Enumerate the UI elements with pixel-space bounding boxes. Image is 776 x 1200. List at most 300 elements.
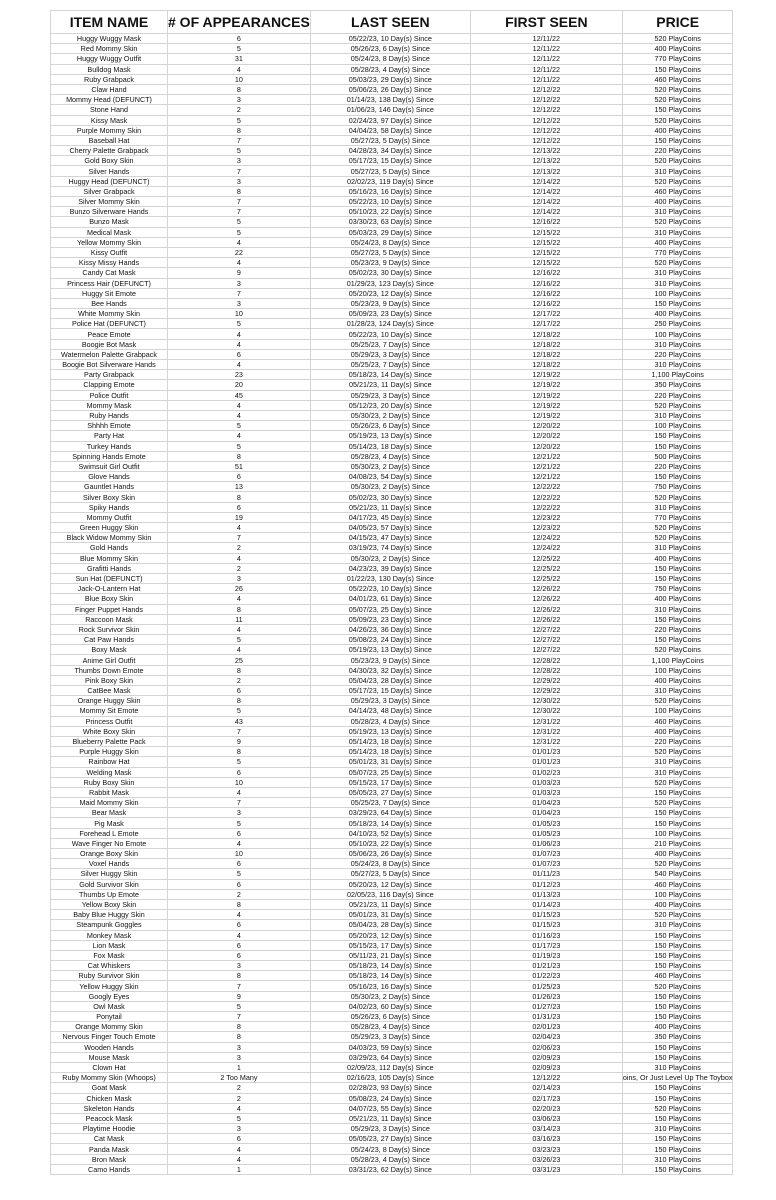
cell-item-name[interactable]: Maid Mommy Skin	[51, 798, 168, 808]
cell-first-seen[interactable]: 01/03/23	[470, 777, 622, 787]
cell-appearances[interactable]: 4	[168, 1154, 311, 1164]
cell-price[interactable]: 520 PlayCoins	[622, 523, 733, 533]
cell-last-seen[interactable]: 05/17/23, 15 Day(s) Since	[310, 156, 470, 166]
cell-first-seen[interactable]: 12/18/22	[470, 349, 622, 359]
cell-first-seen[interactable]: 12/31/22	[470, 736, 622, 746]
cell-price[interactable]: 150 PlayCoins	[622, 105, 733, 115]
cell-first-seen[interactable]: 12/17/22	[470, 319, 622, 329]
cell-item-name[interactable]: Thumbs Down Emote	[51, 665, 168, 675]
cell-appearances[interactable]: 10	[168, 777, 311, 787]
cell-appearances[interactable]: 8	[168, 451, 311, 461]
cell-price[interactable]: 220 PlayCoins	[622, 736, 733, 746]
cell-appearances[interactable]: 11	[168, 614, 311, 624]
cell-item-name[interactable]: Spinning Hands Emote	[51, 451, 168, 461]
cell-first-seen[interactable]: 12/21/22	[470, 461, 622, 471]
cell-appearances[interactable]: 7	[168, 166, 311, 176]
cell-item-name[interactable]: Boogie Bot Mask	[51, 339, 168, 349]
cell-first-seen[interactable]: 12/13/22	[470, 146, 622, 156]
cell-first-seen[interactable]: 01/04/23	[470, 798, 622, 808]
cell-item-name[interactable]: Bunzo Mask	[51, 217, 168, 227]
cell-first-seen[interactable]: 12/11/22	[470, 74, 622, 84]
cell-price[interactable]: 150 PlayCoins	[622, 787, 733, 797]
cell-first-seen[interactable]: 12/22/22	[470, 492, 622, 502]
cell-last-seen[interactable]: 05/06/23, 26 Day(s) Since	[310, 849, 470, 859]
cell-appearances[interactable]: 5	[168, 635, 311, 645]
cell-last-seen[interactable]: 05/09/23, 23 Day(s) Since	[310, 309, 470, 319]
cell-appearances[interactable]: 4	[168, 64, 311, 74]
cell-last-seen[interactable]: 04/17/23, 45 Day(s) Since	[310, 512, 470, 522]
cell-last-seen[interactable]: 03/29/23, 64 Day(s) Since	[310, 1052, 470, 1062]
cell-appearances[interactable]: 8	[168, 186, 311, 196]
cell-last-seen[interactable]: 04/01/23, 61 Day(s) Since	[310, 594, 470, 604]
cell-appearances[interactable]: 6	[168, 686, 311, 696]
cell-appearances[interactable]: 8	[168, 747, 311, 757]
cell-price[interactable]: 310 PlayCoins	[622, 268, 733, 278]
cell-item-name[interactable]: Rock Survivor Skin	[51, 624, 168, 634]
cell-appearances[interactable]: 9	[168, 736, 311, 746]
cell-first-seen[interactable]: 12/16/22	[470, 278, 622, 288]
cell-appearances[interactable]: 3	[168, 156, 311, 166]
cell-last-seen[interactable]: 05/18/23, 14 Day(s) Since	[310, 961, 470, 971]
cell-appearances[interactable]: 2 Too Many	[168, 1073, 311, 1083]
cell-last-seen[interactable]: 05/05/23, 27 Day(s) Since	[310, 787, 470, 797]
cell-item-name[interactable]: Lion Mask	[51, 940, 168, 950]
cell-first-seen[interactable]: 12/20/22	[470, 421, 622, 431]
cell-item-name[interactable]: Cat Whiskers	[51, 961, 168, 971]
cell-price[interactable]: 150 PlayCoins	[622, 635, 733, 645]
cell-item-name[interactable]: Red Mommy Skin	[51, 44, 168, 54]
cell-first-seen[interactable]: 12/19/22	[470, 380, 622, 390]
cell-appearances[interactable]: 3	[168, 573, 311, 583]
cell-appearances[interactable]: 25	[168, 655, 311, 665]
cell-appearances[interactable]: 3	[168, 808, 311, 818]
cell-item-name[interactable]: Stone Hand	[51, 105, 168, 115]
cell-item-name[interactable]: Yellow Huggy Skin	[51, 981, 168, 991]
cell-item-name[interactable]: Ruby Survivor Skin	[51, 971, 168, 981]
cell-price[interactable]: 100 PlayCoins	[622, 828, 733, 838]
cell-last-seen[interactable]: 02/09/23, 112 Day(s) Since	[310, 1062, 470, 1072]
cell-price[interactable]: 220 PlayCoins	[622, 349, 733, 359]
cell-item-name[interactable]: Blue Boxy Skin	[51, 594, 168, 604]
cell-last-seen[interactable]: 05/16/23, 16 Day(s) Since	[310, 981, 470, 991]
cell-item-name[interactable]: Gauntlet Hands	[51, 482, 168, 492]
cell-first-seen[interactable]: 12/12/22	[470, 1073, 622, 1083]
cell-price[interactable]: 150 PlayCoins	[622, 950, 733, 960]
cell-price[interactable]: 150 PlayCoins	[622, 818, 733, 828]
cell-price[interactable]: 770 PlayCoins	[622, 247, 733, 257]
cell-last-seen[interactable]: 03/29/23, 64 Day(s) Since	[310, 808, 470, 818]
cell-last-seen[interactable]: 05/29/23, 3 Day(s) Since	[310, 696, 470, 706]
cell-item-name[interactable]: Forehead L Emote	[51, 828, 168, 838]
cell-price[interactable]: 400 PlayCoins	[622, 899, 733, 909]
cell-first-seen[interactable]: 12/15/22	[470, 237, 622, 247]
cell-price[interactable]: 520 PlayCoins	[622, 176, 733, 186]
cell-item-name[interactable]: Ruby Boxy Skin	[51, 777, 168, 787]
cell-price[interactable]: 310 PlayCoins	[622, 604, 733, 614]
cell-item-name[interactable]: Grafitti Hands	[51, 563, 168, 573]
cell-appearances[interactable]: 43	[168, 716, 311, 726]
cell-last-seen[interactable]: 02/02/23, 119 Day(s) Since	[310, 176, 470, 186]
cell-appearances[interactable]: 6	[168, 1134, 311, 1144]
cell-appearances[interactable]: 5	[168, 869, 311, 879]
cell-first-seen[interactable]: 12/19/22	[470, 410, 622, 420]
cell-price[interactable]: 100 PlayCoins	[622, 665, 733, 675]
cell-item-name[interactable]: Steampunk Goggles	[51, 920, 168, 930]
cell-first-seen[interactable]: 12/16/22	[470, 268, 622, 278]
cell-first-seen[interactable]: 01/17/23	[470, 940, 622, 950]
cell-item-name[interactable]: Playtime Hoodie	[51, 1124, 168, 1134]
cell-last-seen[interactable]: 05/10/23, 22 Day(s) Since	[310, 838, 470, 848]
cell-last-seen[interactable]: 05/30/23, 2 Day(s) Since	[310, 553, 470, 563]
cell-appearances[interactable]: 2	[168, 543, 311, 553]
cell-appearances[interactable]: 8	[168, 1032, 311, 1042]
cell-last-seen[interactable]: 05/06/23, 26 Day(s) Since	[310, 84, 470, 94]
cell-last-seen[interactable]: 05/20/23, 12 Day(s) Since	[310, 930, 470, 940]
cell-price[interactable]: 150 PlayCoins	[622, 940, 733, 950]
cell-item-name[interactable]: CatBee Mask	[51, 686, 168, 696]
cell-price[interactable]: 770 PlayCoins	[622, 512, 733, 522]
cell-appearances[interactable]: 31	[168, 54, 311, 64]
cell-price[interactable]: 520 PlayCoins	[622, 156, 733, 166]
cell-last-seen[interactable]: 02/05/23, 116 Day(s) Since	[310, 889, 470, 899]
cell-appearances[interactable]: 13	[168, 482, 311, 492]
cell-first-seen[interactable]: 12/26/22	[470, 604, 622, 614]
cell-last-seen[interactable]: 05/05/23, 27 Day(s) Since	[310, 1134, 470, 1144]
cell-item-name[interactable]: Huggy Wuggy Outfit	[51, 54, 168, 64]
cell-item-name[interactable]: Bunzo Silverware Hands	[51, 207, 168, 217]
cell-first-seen[interactable]: 12/15/22	[470, 247, 622, 257]
cell-price[interactable]: 310 PlayCoins	[622, 1062, 733, 1072]
cell-appearances[interactable]: 4	[168, 523, 311, 533]
cell-first-seen[interactable]: 12/11/22	[470, 64, 622, 74]
cell-item-name[interactable]: Jack-O-Lantern Hat	[51, 584, 168, 594]
cell-price[interactable]: 540 PlayCoins	[622, 869, 733, 879]
cell-price[interactable]: 400 PlayCoins	[622, 849, 733, 859]
cell-first-seen[interactable]: 12/25/22	[470, 553, 622, 563]
header-appearances[interactable]: # OF APPEARANCES	[168, 11, 311, 34]
cell-price[interactable]: 520 PlayCoins	[622, 492, 733, 502]
cell-first-seen[interactable]: 01/05/23	[470, 828, 622, 838]
cell-last-seen[interactable]: 04/04/23, 58 Day(s) Since	[310, 125, 470, 135]
cell-item-name[interactable]: Huggy Head (DEFUNCT)	[51, 176, 168, 186]
cell-appearances[interactable]: 5	[168, 1113, 311, 1123]
cell-first-seen[interactable]: 12/13/22	[470, 156, 622, 166]
cell-item-name[interactable]: Police Outfit	[51, 390, 168, 400]
cell-price[interactable]: 520 PlayCoins	[622, 747, 733, 757]
cell-item-name[interactable]: Chicken Mask	[51, 1093, 168, 1103]
cell-appearances[interactable]: 7	[168, 981, 311, 991]
cell-price[interactable]: 310 PlayCoins	[622, 166, 733, 176]
cell-appearances[interactable]: 10	[168, 849, 311, 859]
cell-appearances[interactable]: 9	[168, 991, 311, 1001]
cell-last-seen[interactable]: 01/14/23, 138 Day(s) Since	[310, 95, 470, 105]
cell-first-seen[interactable]: 12/11/22	[470, 34, 622, 44]
cell-appearances[interactable]: 4	[168, 624, 311, 634]
cell-last-seen[interactable]: 05/07/23, 25 Day(s) Since	[310, 604, 470, 614]
cell-price[interactable]: 310 PlayCoins	[622, 920, 733, 930]
cell-last-seen[interactable]: 05/08/23, 24 Day(s) Since	[310, 1093, 470, 1103]
cell-appearances[interactable]: 6	[168, 767, 311, 777]
cell-item-name[interactable]: Party Grabpack	[51, 370, 168, 380]
cell-appearances[interactable]: 7	[168, 288, 311, 298]
cell-first-seen[interactable]: 12/21/22	[470, 472, 622, 482]
cell-appearances[interactable]: 6	[168, 828, 311, 838]
cell-appearances[interactable]: 5	[168, 441, 311, 451]
cell-last-seen[interactable]: 05/29/23, 3 Day(s) Since	[310, 1032, 470, 1042]
cell-appearances[interactable]: 6	[168, 950, 311, 960]
cell-price[interactable]: 770 PlayCoins	[622, 54, 733, 64]
cell-price[interactable]: 520 PlayCoins	[622, 400, 733, 410]
cell-item-name[interactable]: Mommy Sit Emote	[51, 706, 168, 716]
header-first-seen[interactable]: FIRST SEEN	[470, 11, 622, 34]
cell-first-seen[interactable]: 12/29/22	[470, 686, 622, 696]
cell-first-seen[interactable]: 12/12/22	[470, 105, 622, 115]
cell-last-seen[interactable]: 05/19/23, 13 Day(s) Since	[310, 645, 470, 655]
cell-first-seen[interactable]: 12/23/22	[470, 523, 622, 533]
cell-last-seen[interactable]: 05/23/23, 9 Day(s) Since	[310, 655, 470, 665]
cell-first-seen[interactable]: 12/12/22	[470, 95, 622, 105]
cell-last-seen[interactable]: 05/25/23, 7 Day(s) Since	[310, 360, 470, 370]
cell-last-seen[interactable]: 05/21/23, 11 Day(s) Since	[310, 380, 470, 390]
cell-last-seen[interactable]: 05/30/23, 2 Day(s) Since	[310, 461, 470, 471]
cell-price[interactable]: 400 PlayCoins	[622, 675, 733, 685]
cell-appearances[interactable]: 3	[168, 1124, 311, 1134]
cell-first-seen[interactable]: 12/26/22	[470, 584, 622, 594]
cell-item-name[interactable]: Silver Hands	[51, 166, 168, 176]
cell-last-seen[interactable]: 05/26/23, 6 Day(s) Since	[310, 44, 470, 54]
cell-first-seen[interactable]: 01/03/23	[470, 787, 622, 797]
cell-appearances[interactable]: 7	[168, 207, 311, 217]
cell-item-name[interactable]: Party Hat	[51, 431, 168, 441]
cell-last-seen[interactable]: 05/01/23, 31 Day(s) Since	[310, 757, 470, 767]
cell-price[interactable]: 310 PlayCoins	[622, 543, 733, 553]
cell-item-name[interactable]: Bee Hands	[51, 298, 168, 308]
header-price[interactable]: PRICE	[622, 11, 733, 34]
cell-appearances[interactable]: 2	[168, 105, 311, 115]
cell-first-seen[interactable]: 02/09/23	[470, 1062, 622, 1072]
cell-appearances[interactable]: 5	[168, 146, 311, 156]
cell-appearances[interactable]: 5	[168, 319, 311, 329]
cell-first-seen[interactable]: 12/19/22	[470, 390, 622, 400]
cell-appearances[interactable]: 5	[168, 421, 311, 431]
cell-appearances[interactable]: 4	[168, 258, 311, 268]
cell-last-seen[interactable]: 04/03/23, 59 Day(s) Since	[310, 1042, 470, 1052]
cell-last-seen[interactable]: 04/07/23, 55 Day(s) Since	[310, 1103, 470, 1113]
cell-item-name[interactable]: Watermelon Palette Grabpack	[51, 349, 168, 359]
cell-price[interactable]: 460 PlayCoins	[622, 879, 733, 889]
cell-item-name[interactable]: Silver Grabpack	[51, 186, 168, 196]
cell-last-seen[interactable]: 02/24/23, 97 Day(s) Since	[310, 115, 470, 125]
cell-price[interactable]: 520 PlayCoins	[622, 84, 733, 94]
cell-last-seen[interactable]: 04/26/23, 36 Day(s) Since	[310, 624, 470, 634]
cell-first-seen[interactable]: 12/14/22	[470, 186, 622, 196]
cell-item-name[interactable]: Claw Hand	[51, 84, 168, 94]
cell-price[interactable]: 150 PlayCoins	[622, 1042, 733, 1052]
cell-last-seen[interactable]: 05/15/23, 17 Day(s) Since	[310, 777, 470, 787]
cell-appearances[interactable]: 8	[168, 696, 311, 706]
cell-item-name[interactable]: Wave Finger No Emote	[51, 838, 168, 848]
cell-item-name[interactable]: Blueberry Palette Pack	[51, 736, 168, 746]
cell-price[interactable]: 150 PlayCoins	[622, 1113, 733, 1123]
cell-last-seen[interactable]: 05/19/23, 13 Day(s) Since	[310, 431, 470, 441]
cell-appearances[interactable]: 19	[168, 512, 311, 522]
cell-item-name[interactable]: Medical Mask	[51, 227, 168, 237]
cell-first-seen[interactable]: 03/16/23	[470, 1134, 622, 1144]
cell-appearances[interactable]: 9	[168, 268, 311, 278]
cell-last-seen[interactable]: 05/27/23, 5 Day(s) Since	[310, 135, 470, 145]
cell-first-seen[interactable]: 12/27/22	[470, 624, 622, 634]
cell-item-name[interactable]: Gold Survivor Skin	[51, 879, 168, 889]
cell-item-name[interactable]: Cat Mask	[51, 1134, 168, 1144]
cell-first-seen[interactable]: 12/12/22	[470, 115, 622, 125]
cell-price[interactable]: 750 PlayCoins	[622, 584, 733, 594]
cell-last-seen[interactable]: 05/29/23, 3 Day(s) Since	[310, 349, 470, 359]
cell-item-name[interactable]: Candy Cat Mask	[51, 268, 168, 278]
cell-first-seen[interactable]: 12/23/22	[470, 512, 622, 522]
cell-last-seen[interactable]: 05/08/23, 24 Day(s) Since	[310, 635, 470, 645]
cell-item-name[interactable]: Panda Mask	[51, 1144, 168, 1154]
cell-price[interactable]: 310 PlayCoins	[622, 339, 733, 349]
cell-first-seen[interactable]: 12/28/22	[470, 665, 622, 675]
cell-appearances[interactable]: 7	[168, 135, 311, 145]
cell-appearances[interactable]: 5	[168, 44, 311, 54]
cell-appearances[interactable]: 51	[168, 461, 311, 471]
cell-appearances[interactable]: 4	[168, 329, 311, 339]
cell-first-seen[interactable]: 12/26/22	[470, 614, 622, 624]
cell-last-seen[interactable]: 05/01/23, 31 Day(s) Since	[310, 910, 470, 920]
cell-price[interactable]: 150 PlayCoins	[622, 135, 733, 145]
cell-first-seen[interactable]: 01/22/23	[470, 971, 622, 981]
cell-appearances[interactable]: 4	[168, 838, 311, 848]
cell-price[interactable]: 150 PlayCoins	[622, 298, 733, 308]
cell-price[interactable]: 520 PlayCoins	[622, 217, 733, 227]
cell-item-name[interactable]: Huggy Sit Emote	[51, 288, 168, 298]
cell-first-seen[interactable]: 01/25/23	[470, 981, 622, 991]
cell-last-seen[interactable]: 04/30/23, 32 Day(s) Since	[310, 665, 470, 675]
cell-price[interactable]: 460 PlayCoins	[622, 716, 733, 726]
cell-appearances[interactable]: 6	[168, 349, 311, 359]
cell-first-seen[interactable]: 01/11/23	[470, 869, 622, 879]
cell-price[interactable]: 500 PlayCoins	[622, 451, 733, 461]
cell-appearances[interactable]: 4	[168, 431, 311, 441]
cell-item-name[interactable]: Black Widow Mommy Skin	[51, 533, 168, 543]
cell-price[interactable]: 150 PlayCoins	[622, 431, 733, 441]
cell-item-name[interactable]: Kissy Outfit	[51, 247, 168, 257]
cell-last-seen[interactable]: 04/28/23, 34 Day(s) Since	[310, 146, 470, 156]
cell-appearances[interactable]: 4	[168, 645, 311, 655]
cell-appearances[interactable]: 7	[168, 533, 311, 543]
cell-item-name[interactable]: Ponytail	[51, 1012, 168, 1022]
cell-price[interactable]: 520 PlayCoins	[622, 1103, 733, 1113]
cell-item-name[interactable]: Baby Blue Huggy Skin	[51, 910, 168, 920]
cell-item-name[interactable]: Nervous Finger Touch Emote	[51, 1032, 168, 1042]
cell-appearances[interactable]: 5	[168, 818, 311, 828]
cell-last-seen[interactable]: 05/30/23, 2 Day(s) Since	[310, 482, 470, 492]
cell-appearances[interactable]: 3	[168, 1052, 311, 1062]
cell-appearances[interactable]: 4	[168, 1103, 311, 1113]
cell-appearances[interactable]: 6	[168, 879, 311, 889]
cell-item-name[interactable]: Kissy Missy Hands	[51, 258, 168, 268]
cell-first-seen[interactable]: 01/02/23	[470, 767, 622, 777]
cell-appearances[interactable]: 5	[168, 227, 311, 237]
cell-last-seen[interactable]: 05/11/23, 21 Day(s) Since	[310, 950, 470, 960]
cell-first-seen[interactable]: 12/20/22	[470, 431, 622, 441]
cell-price[interactable]: 310 PlayCoins	[622, 207, 733, 217]
cell-first-seen[interactable]: 02/04/23	[470, 1032, 622, 1042]
cell-item-name[interactable]: Purple Huggy Skin	[51, 747, 168, 757]
cell-first-seen[interactable]: 12/13/22	[470, 166, 622, 176]
cell-item-name[interactable]: Boogie Bot Silverware Hands	[51, 360, 168, 370]
cell-last-seen[interactable]: 05/10/23, 22 Day(s) Since	[310, 207, 470, 217]
cell-last-seen[interactable]: 05/24/23, 8 Day(s) Since	[310, 859, 470, 869]
cell-first-seen[interactable]: 12/22/22	[470, 482, 622, 492]
cell-last-seen[interactable]: 03/31/23, 62 Day(s) Since	[310, 1164, 470, 1174]
cell-appearances[interactable]: 8	[168, 604, 311, 614]
cell-item-name[interactable]: Yellow Boxy Skin	[51, 899, 168, 909]
cell-price[interactable]: 310 PlayCoins	[622, 757, 733, 767]
cell-item-name[interactable]: Skeleton Hands	[51, 1103, 168, 1113]
cell-price[interactable]: 350 PlayCoins	[622, 1032, 733, 1042]
cell-price[interactable]: 150 PlayCoins	[622, 1052, 733, 1062]
cell-first-seen[interactable]: 02/17/23	[470, 1093, 622, 1103]
cell-price[interactable]: 520 PlayCoins	[622, 34, 733, 44]
cell-last-seen[interactable]: 05/25/23, 7 Day(s) Since	[310, 339, 470, 349]
cell-first-seen[interactable]: 12/21/22	[470, 451, 622, 461]
cell-item-name[interactable]: Princess Hair (DEFUNCT)	[51, 278, 168, 288]
cell-last-seen[interactable]: 05/28/23, 4 Day(s) Since	[310, 1022, 470, 1032]
cell-first-seen[interactable]: 01/06/23	[470, 838, 622, 848]
cell-last-seen[interactable]: 01/28/23, 124 Day(s) Since	[310, 319, 470, 329]
cell-item-name[interactable]: Bulldog Mask	[51, 64, 168, 74]
cell-first-seen[interactable]: 01/16/23	[470, 930, 622, 940]
cell-last-seen[interactable]: 05/24/23, 8 Day(s) Since	[310, 237, 470, 247]
cell-price[interactable]: 460 PlayCoins	[622, 74, 733, 84]
cell-appearances[interactable]: 5	[168, 757, 311, 767]
cell-last-seen[interactable]: 05/04/23, 28 Day(s) Since	[310, 675, 470, 685]
cell-first-seen[interactable]: 01/12/23	[470, 879, 622, 889]
cell-item-name[interactable]: Princess Outfit	[51, 716, 168, 726]
cell-appearances[interactable]: 20	[168, 380, 311, 390]
cell-price[interactable]: 150 PlayCoins	[622, 472, 733, 482]
cell-price[interactable]: 350 PlayCoins	[622, 380, 733, 390]
cell-last-seen[interactable]: 03/19/23, 74 Day(s) Since	[310, 543, 470, 553]
cell-last-seen[interactable]: 05/22/23, 10 Day(s) Since	[310, 584, 470, 594]
cell-first-seen[interactable]: 12/19/22	[470, 370, 622, 380]
cell-appearances[interactable]: 2	[168, 889, 311, 899]
cell-price[interactable]: 400 PlayCoins	[622, 125, 733, 135]
cell-price[interactable]: 210 PlayCoins	[622, 838, 733, 848]
cell-price[interactable]: 310 PlayCoins	[622, 1124, 733, 1134]
cell-price[interactable]: oins, Or Just Level Up The Toybox	[622, 1073, 733, 1083]
cell-item-name[interactable]: Ruby Hands	[51, 410, 168, 420]
cell-first-seen[interactable]: 12/16/22	[470, 288, 622, 298]
cell-item-name[interactable]: Peacock Mask	[51, 1113, 168, 1123]
cell-first-seen[interactable]: 12/25/22	[470, 563, 622, 573]
cell-price[interactable]: 250 PlayCoins	[622, 319, 733, 329]
cell-item-name[interactable]: Gold Boxy Skin	[51, 156, 168, 166]
cell-item-name[interactable]: Boxy Mask	[51, 645, 168, 655]
cell-appearances[interactable]: 1	[168, 1164, 311, 1174]
cell-appearances[interactable]: 6	[168, 940, 311, 950]
cell-last-seen[interactable]: 03/30/23, 63 Day(s) Since	[310, 217, 470, 227]
cell-appearances[interactable]: 8	[168, 1022, 311, 1032]
cell-last-seen[interactable]: 05/07/23, 25 Day(s) Since	[310, 767, 470, 777]
cell-item-name[interactable]: Rainbow Hat	[51, 757, 168, 767]
cell-last-seen[interactable]: 05/28/23, 4 Day(s) Since	[310, 64, 470, 74]
cell-last-seen[interactable]: 01/06/23, 146 Day(s) Since	[310, 105, 470, 115]
cell-last-seen[interactable]: 05/14/23, 18 Day(s) Since	[310, 736, 470, 746]
cell-last-seen[interactable]: 02/28/23, 93 Day(s) Since	[310, 1083, 470, 1093]
